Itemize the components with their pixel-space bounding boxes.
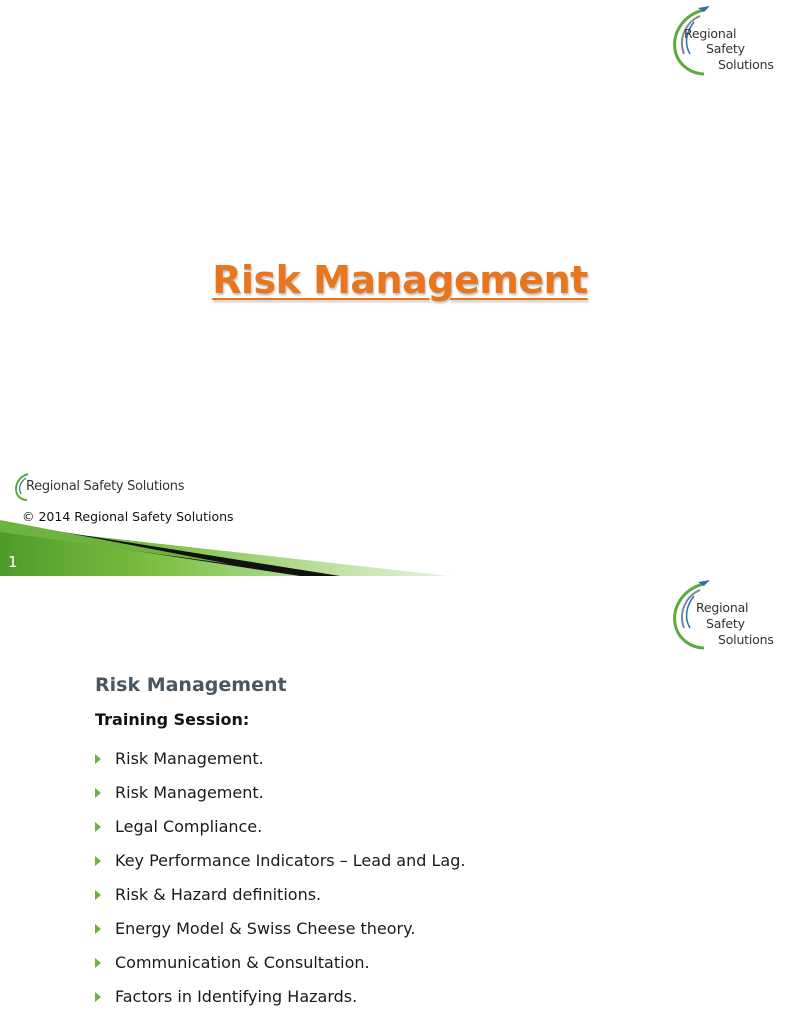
list-item <box>95 783 465 817</box>
list-item <box>95 817 465 851</box>
bullet-arrow-icon <box>95 754 101 764</box>
list-item <box>95 851 465 885</box>
bullet-arrow-icon <box>95 788 101 798</box>
list-item-text: Communication & Consultation. <box>115 953 370 972</box>
list-item-text: Key Performance Indicators – Lead and Lag. <box>115 851 466 870</box>
list-item <box>95 919 465 953</box>
list-item <box>95 953 465 987</box>
logo-line-1: Regional <box>696 600 749 615</box>
logo-line-3: Solutions <box>718 632 774 647</box>
logo-line-2: Safety <box>706 41 745 56</box>
company-logo <box>664 578 774 658</box>
logo-line-2: Safety <box>706 616 745 631</box>
bullet-arrow-icon <box>95 958 101 968</box>
list-item-text: Risk Management. <box>115 749 264 768</box>
list-item-text: Risk Management. <box>115 783 264 802</box>
bullet-list <box>95 749 465 1021</box>
slide-title: Risk Management <box>212 258 588 302</box>
logo-line-1: Regional <box>684 26 737 41</box>
list-item <box>95 749 465 783</box>
slide-heading: Risk Management <box>95 674 287 696</box>
list-item <box>95 885 465 919</box>
logo-line-3: Solutions <box>718 57 774 72</box>
bullet-arrow-icon <box>95 856 101 866</box>
company-logo <box>664 4 774 84</box>
list-item-text: Risk & Hazard definitions. <box>115 885 322 904</box>
footer-logo <box>12 472 212 502</box>
bullet-arrow-icon <box>95 890 101 900</box>
bullet-arrow-icon <box>95 992 101 1002</box>
bullet-arrow-icon <box>95 822 101 832</box>
list-item-text: Factors in Identifying Hazards. <box>115 987 358 1006</box>
slide-subheading: Training Session: <box>95 710 250 729</box>
footer-logo-text: Regional Safety Solutions <box>26 479 185 494</box>
list-item-text: Energy Model & Swiss Cheese theory. <box>115 919 416 938</box>
list-item <box>95 987 465 1021</box>
slide-2 <box>0 576 774 1024</box>
footer-band <box>0 520 768 576</box>
copyright-text: © 2014 Regional Safety Solutions <box>22 509 234 524</box>
bullet-arrow-icon <box>95 924 101 934</box>
list-item-text: Legal Compliance. <box>115 817 263 836</box>
slide-number: 1 <box>8 553 18 571</box>
